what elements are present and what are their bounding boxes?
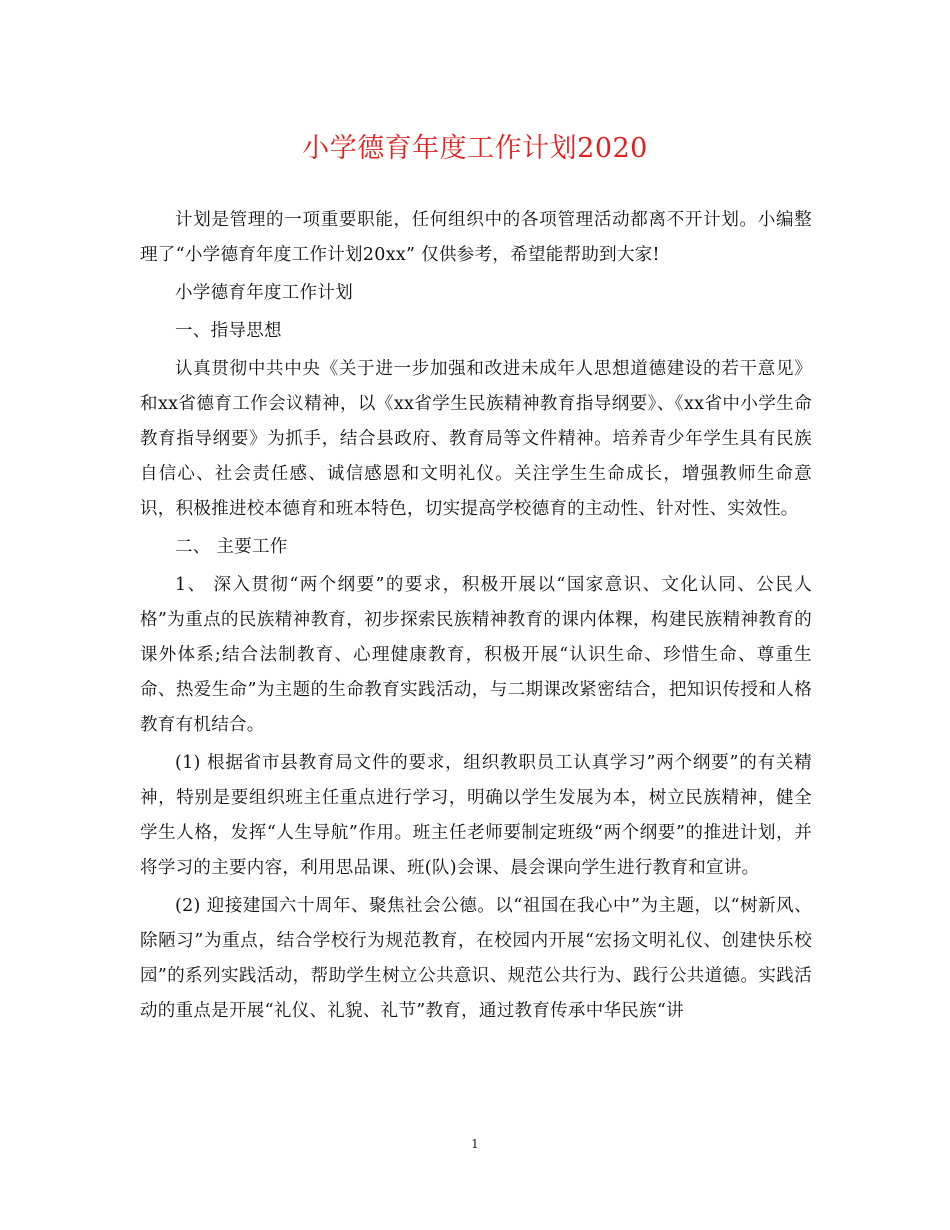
- intro-paragraph: 计划是管理的一项重要职能，任何组织中的各项管理活动都离不开计划。小编整理了“小学德育年度工作计划20xx” 仅供参考，希望能帮助到大家!: [140, 210, 812, 265]
- main-work-subitem-2: (2) 迎接建国六十周年、聚焦社会公德。以“祖国在我心中”为主题，以“树新风、除陋习”为重点，结合学校行为规范教育，在校园内开展“宏扬文明礼仪、创建快乐校园”的系列实践活动，帮助学生树立公共意识、规范公共行为、践行公共道德。实践活动的重点是开展“礼仪、礼貌、礼节”教育，通过教育传承中华民族“讲: [140, 896, 812, 1021]
- guiding-thought-paragraph: 认真贯彻中共中央《关于进一步加强和改进未成年人思想道德建设的若干意见》和xx省德育工作会议精神，以《xx省学生民族精神教育指导纲要》、《xx省中小学生命教育指导纲要》为抓手，结合县政府、教育局等文件精神。培养青少年学生具有民族自信心、社会责任感、诚信感恩和文明礼仪。关注学生生命成长，增强教师生命意识，积极推进校本德育和班本特色，切实提高学校德育的主动性、针对性、实效性。: [140, 359, 812, 519]
- main-work-subitem-1: (1) 根据省市县教育局文件的要求，组织教职员工认真学习”两个纲要”的有关精神，特别是要组织班主任重点进行学习，明确以学生发展为本，树立民族精神，健全学生人格，发挥“人生导航”作用。班主任老师要制定班级“两个纲要”的推进计划，并将学习的主要内容，利用思品课、班(队)会课、晨会课向学生进行教育和宣讲。: [140, 753, 812, 878]
- page-number: 1: [471, 1137, 479, 1151]
- main-work-item-1: 1、 深入贯彻“两个纲要”的要求，积极开展以“国家意识、文化认同、公民人格”为重点的民族精神教育，初步探索民族精神教育的课内体粿，构建民族精神教育的课外体系;结合法制教育、心理健康教育，积极开展“认识生命、珍惜生命、尊重生命、热爱生命”为主题的生命教育实践活动，与二期课改紧密结合，把知识传授和人格教育有机结合。: [140, 575, 812, 735]
- subtitle-paragraph: 小学德育年度工作计划: [175, 283, 353, 303]
- section-heading-guiding-thought: 一、指导思想: [175, 321, 282, 341]
- section-heading-main-work: 二、 主要工作: [175, 537, 288, 557]
- document-title: 小学德育年度工作计划2020: [302, 133, 648, 164]
- document-body: [140, 203, 812, 1032]
